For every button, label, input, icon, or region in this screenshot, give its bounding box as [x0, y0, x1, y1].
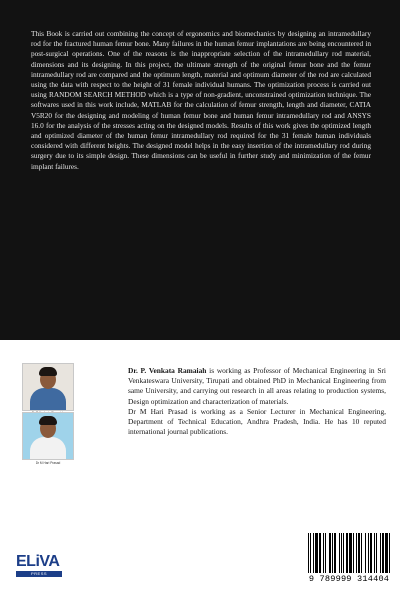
barcode-bar: [356, 533, 357, 573]
barcode-bar: [343, 533, 344, 573]
barcode-bar: [382, 533, 384, 573]
barcode-bar: [308, 533, 309, 573]
barcode-bar: [380, 533, 381, 573]
isbn-barcode: [304, 530, 394, 588]
publisher-logo-word: ELiVA: [16, 553, 60, 570]
publisher-logo-tagline: PRESS: [16, 571, 62, 577]
barcode-bar: [368, 533, 369, 573]
barcode-bar: [315, 533, 318, 573]
barcode-bar: [325, 533, 326, 573]
barcode-bar: [332, 533, 333, 573]
barcode-bar: [376, 533, 377, 573]
barcode-bar: [385, 533, 388, 573]
author-name: Dr. P. Venkata Ramaiah: [128, 366, 207, 375]
publisher-logo: [16, 553, 62, 583]
author-figure-hair: [39, 416, 57, 425]
author-figure-hair: [39, 367, 57, 376]
author-bio: is working as Professor of Mechanical Engineering in Sri Venkateswara University, Tirupati and obtained PhD in Mechanical Engineering from same University, and carrying out research in all areas relating to production systems, Design optimization and characterization of materials.: [128, 366, 386, 406]
author-photo-caption: Dr M Hari Prasad: [35, 461, 61, 465]
barcode-bar: [353, 533, 354, 573]
barcode-bar: [365, 533, 366, 573]
book-description: This Book is carried out combining the concept of ergonomics and biomechanics by designing an intramedullary rod for the fractured human femur bone. Many failures in the human femur implantations are being encountered in post-surgical operations. One of the reasons is the inappropriate selection of the intramedullary rod material, dimensions and its designing. In this project, the ultimate strength of the original femur bone and the femur intramedullary rod are compared and the optimum length, material and optimum diameter of the rod are calculated using the data with respect to the height of 31 female individual humans. The optimization process is carried out using RANDOM SEARCH METHOD which is a type of non-gradient, unconstrained optimization technique. The softwares used in this work include, MATLAB for the calculation of femur strength, length and diameter, CATIA V5R20 for the designing and modeling of human femur bone and human femur intramedullary rod and ANSYS 16.0 for the analysis of the stresses acting on the designed models. Results of this work gives the optimized length and optimized diameter of the human femur intramedullary rod required for the 31 female human individuals considered with different heights. The designed model helps in the easy insertion of the intramedullary rod during surgery due to its simple design. These dimensions can be useful in further study and minimization of the femur implant failures.: [31, 29, 371, 171]
barcode-bar: [329, 533, 331, 573]
barcode-bar: [370, 533, 372, 573]
author-photo-prasad: [22, 412, 74, 460]
author-figure-body: [30, 437, 66, 460]
barcode-bar: [389, 533, 390, 573]
author-bio: Dr M Hari Prasad is working as a Senior Lecturer in Mechanical Engineering, Department of Technical Education, Andhra Pradesh, India. He has 10 reputed international journal publications.: [128, 406, 386, 437]
barcode-bar: [313, 533, 314, 573]
barcode-bar: [358, 533, 360, 573]
barcode-bar: [323, 533, 324, 573]
barcode-bar: [339, 533, 340, 573]
barcode-bar: [334, 533, 336, 573]
author-figure-body: [30, 388, 66, 411]
barcode-bar: [341, 533, 342, 573]
barcode-bar: [346, 533, 348, 573]
barcode-bar: [361, 533, 362, 573]
barcode-bar: [349, 533, 352, 573]
barcode-bar: [319, 533, 321, 573]
author-photo-ramaiah: [22, 363, 74, 411]
barcode-bars: [307, 533, 391, 573]
barcode-digits: 9 789999 314404: [308, 574, 390, 584]
barcode-bar: [310, 533, 311, 573]
author-bios: [128, 366, 386, 437]
barcode-bar: [374, 533, 375, 573]
